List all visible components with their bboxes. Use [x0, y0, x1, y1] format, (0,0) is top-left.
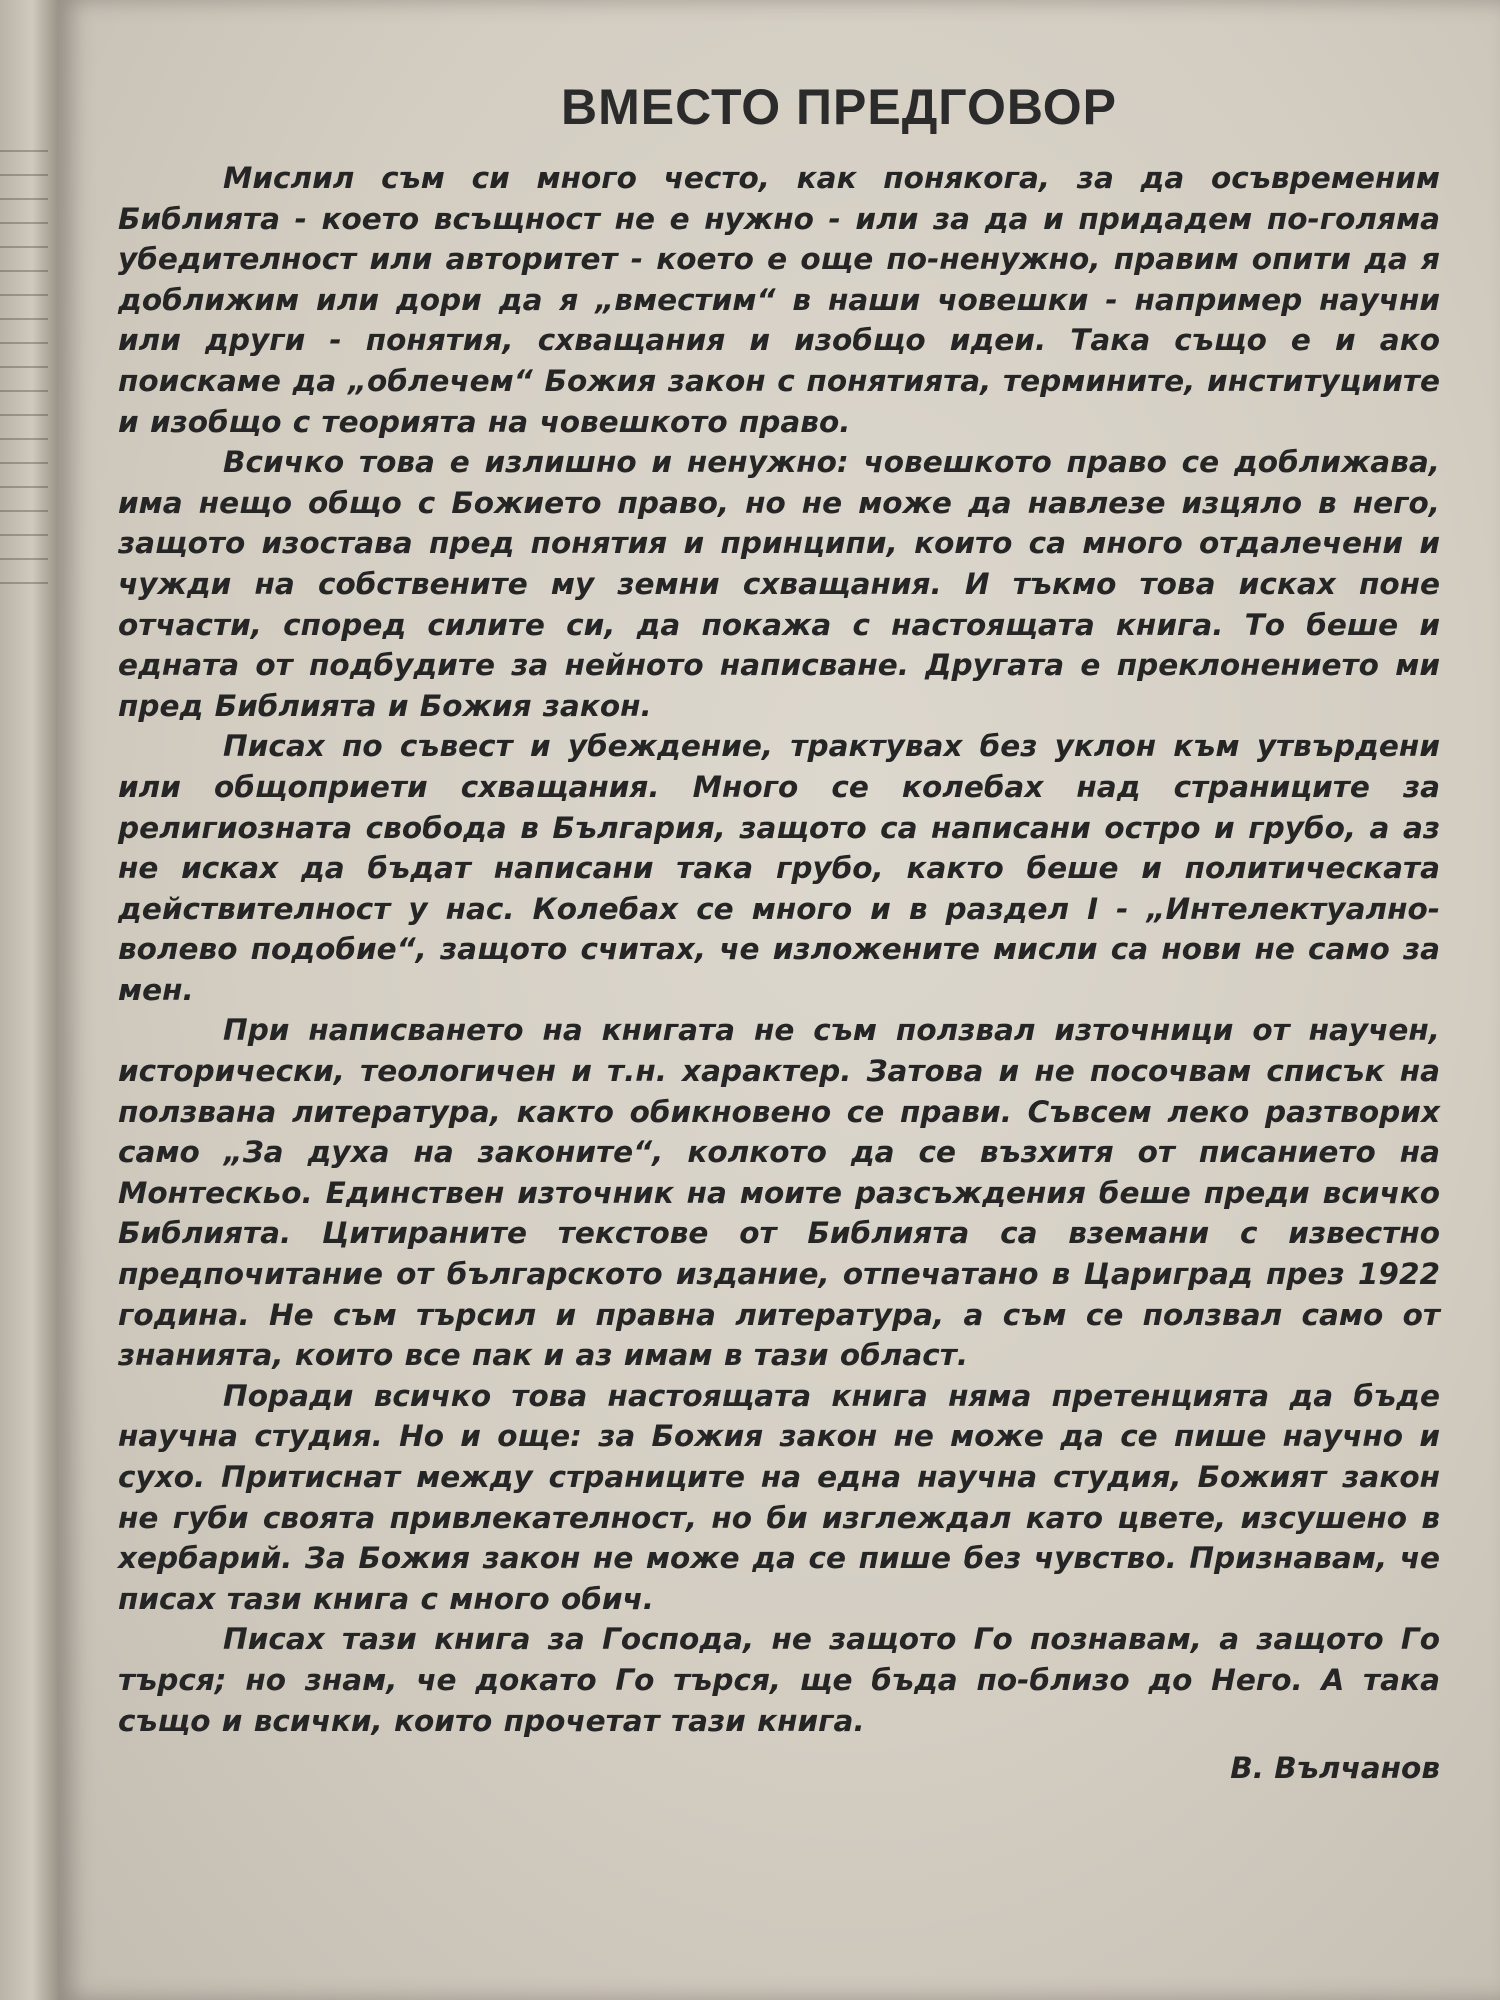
page-content — [118, 78, 1440, 1785]
page-title: ВМЕСТО ПРЕДГОВОР — [561, 79, 1117, 135]
left-page-edge — [0, 0, 58, 2000]
paragraph-6: Писах тази книга за Господа, не защото Го познавам, а защото Го търся; но знам, че докато Го търся, ще бъда по-близо до Него. А така също и всички, които прочетат тази книга. — [118, 1622, 1440, 1738]
paragraph-2: Всичко това е излишно и ненужно: човешкото право се доближава, има нещо общо с Божието право, но не може да навлезе изцяло в него, защото изостава пред понятия и принципи, които са много отдалечени и чужди на собствените му земни схващания. И тъкмо това исках поне отчасти, според силите си, да покажа с настоящата книга. То беше и едната от подбудите за нейното написване. Другата е преклонението ми пред Библията и Божия закон. — [118, 445, 1440, 723]
paragraph-3: Писах по съвест и убеждение, трактувах без уклон към утвърдени или общоприети схващания. Много се колебах над страниците за религиозната свобода в България, защото са написани остро и грубо, а аз не исках да бъдат написани така грубо, както беше и политическата действителност у нас. Колебах се много и в раздел I - „Интелектуално-волево подобие“, защото считах, че изложените мисли са нови не само за мен. — [118, 729, 1440, 1007]
author-signature: В. Вълчанов — [1230, 1751, 1440, 1786]
left-page-edge-marks — [0, 150, 48, 600]
paragraph-1: Мислил съм си много често, как понякога, за да осъвременим Библията - което всъщност не е нужно - или за да и придадем по-голяма убедителност или авторитет - което е още по-ненужно, правим опити да я доближим или дори да я „вместим“ в наши човешки - например научни или други - понятия, схващания и изобщо идеи. Така също е и ако поискаме да „облечем“ Божия закон с понятията, термините, институциите и изобщо с теорията на човешкото право. — [118, 161, 1440, 439]
book-page — [58, 0, 1500, 2000]
paragraph-5: Поради всичко това настоящата книга няма претенцията да бъде научна студия. Но и още: за Божия закон не може да се пише научно и сухо. Притиснат между страниците на една научна студия, Божият закон не губи своята привлекателност, но би изглеждал като цвете, изсушено в хербарий. За Божия закон не може да се пише без чувство. Признавам, че писах тази книга с много обич. — [118, 1378, 1440, 1616]
paragraph-4: При написването на книгата не съм ползвал източници от научен, исторически, теологичен и т.н. характер. Затова и не посочвам списък на ползвана литература, както обикновено се прави. Съвсем леко разтворих само „За духа на законите“, колкото да се възхитя от писанието на Монтескьо. Единствен източник на моите разсъждения беше преди всичко Библията. Цитираните текстове от Библията са вземани с известно предпочитание от българското издание, отпечатано в Цариград през 1922 година. Не съм търсил и правна литература, а съм се ползвал само от знанията, които все пак и аз имам в тази област. — [118, 1013, 1440, 1373]
